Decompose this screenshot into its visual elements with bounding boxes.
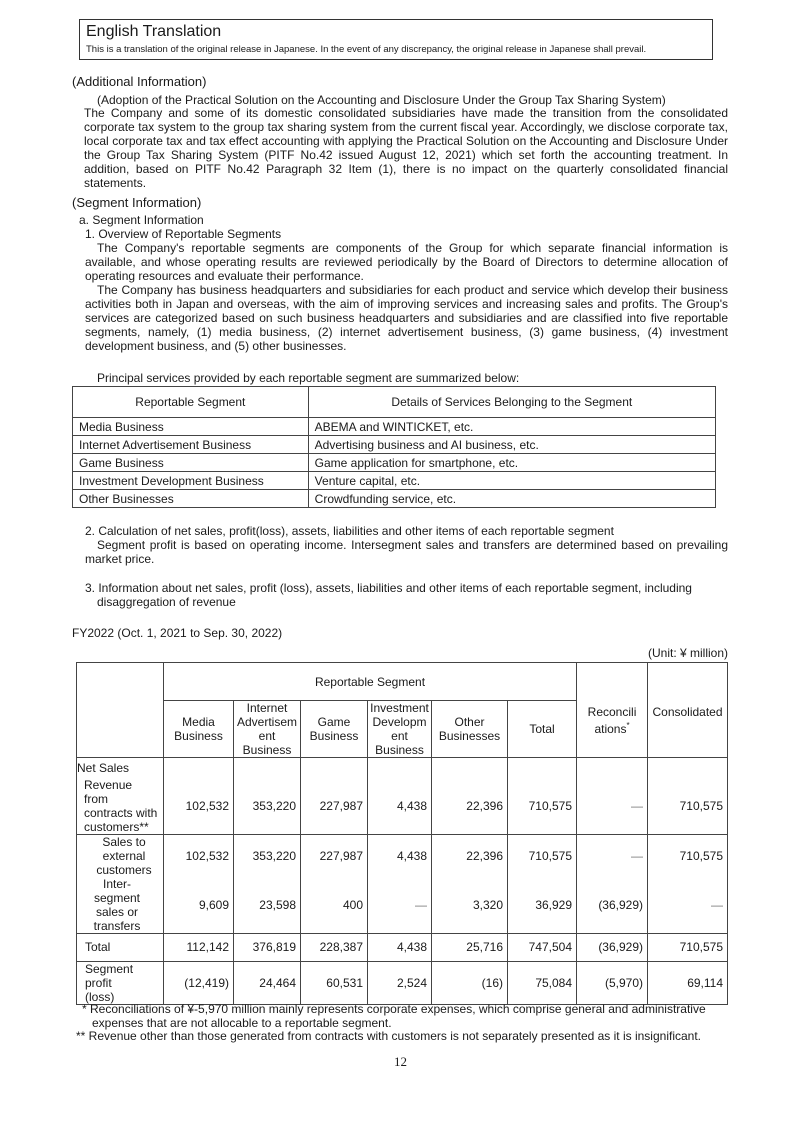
translation-banner [79, 19, 713, 60]
fiscal-period: FY2022 (Oct. 1, 2021 to Sep. 30, 2022) [72, 626, 283, 640]
segment-subheading-a: a. Segment Information [79, 213, 204, 227]
table-row [73, 490, 716, 508]
segment-subheading-3-cont: disaggregation of revenue [97, 595, 236, 609]
profit-invest: 2,524 [368, 961, 432, 1004]
table-row [77, 834, 728, 877]
total-recon: (36,929) [577, 933, 648, 961]
reconciliations-mark: * [626, 721, 630, 730]
inter-consol: — [648, 877, 728, 934]
service-segment: Media Business [73, 418, 309, 436]
footnote-reconciliation-cont: expenses that are not allocable to a reportable segment. [92, 1016, 392, 1030]
service-segment: Other Businesses [73, 490, 309, 508]
total-internet: 376,819 [234, 933, 301, 961]
segment-paragraph-2: The Company has business headquarters and subsidiaries for each product and service which develop their business activities both in Japan and overseas, with the aim of improving services and increasing sales and profits. The Group's services are categorized based on such business headquarters and subsidiaries and are classified into five reportable segments, namely, (1) media business, (2) internet advertisement business, (3) game business, (4) investment development business, and (5) other businesses. [85, 283, 728, 353]
total-media: 112,142 [164, 933, 234, 961]
segment-info-heading: (Segment Information) [72, 195, 202, 210]
external-consol: 710,575 [648, 834, 728, 877]
total-other: 25,716 [432, 933, 508, 961]
service-details: Game application for smartphone, etc. [308, 454, 715, 472]
inter-recon: (36,929) [577, 877, 648, 934]
inter-media: 9,609 [164, 877, 234, 934]
segment-profit-label: Segment profit (loss) [77, 961, 164, 1004]
external-internet: 353,220 [234, 834, 301, 877]
game-business-header: Game Business [301, 701, 368, 758]
segment-subheading-1: 1. Overview of Reportable Segments [85, 227, 282, 241]
footnote-reconciliation: * Reconciliations of ¥-5,970 million mainly represents corporate expenses, which comprise general and administrative [82, 1002, 706, 1016]
additional-info-subheading: (Adoption of the Practical Solution on the Accounting and Disclosure Under the Group Tax Sharing System) [97, 93, 666, 107]
unit-label: (Unit: ¥ million) [647, 646, 728, 660]
table-row [77, 933, 728, 961]
table-row [77, 778, 728, 835]
service-details: Venture capital, etc. [308, 472, 715, 490]
services-table [72, 386, 716, 508]
service-segment: Investment Development Business [73, 472, 309, 490]
banner-title: English Translation [86, 23, 222, 40]
reconciliations-label: Reconcili ations [587, 705, 637, 736]
external-sales-label: Sales to external customers [77, 834, 164, 877]
profit-other: (16) [432, 961, 508, 1004]
services-header-details: Details of Services Belonging to the Segment [308, 387, 715, 418]
revenue-internet: 353,220 [234, 778, 301, 835]
profit-game: 60,531 [301, 961, 368, 1004]
inter-total: 36,929 [508, 877, 577, 934]
profit-internet: 24,464 [234, 961, 301, 1004]
profit-consol: 69,114 [648, 961, 728, 1004]
external-game: 227,987 [301, 834, 368, 877]
internet-ad-header: Internet Advertisem ent Business [234, 701, 301, 758]
service-details: Advertising business and AI business, etc. [308, 436, 715, 454]
total-total: 747,504 [508, 933, 577, 961]
external-invest: 4,438 [368, 834, 432, 877]
table-row [73, 418, 716, 436]
segment-paragraph-2-body: Segment profit is based on operating income. Intersegment sales and transfers are determined based on prevailing market price. [85, 538, 728, 566]
total-game: 228,387 [301, 933, 368, 961]
footnote-revenue: ** Revenue other than those generated from contracts with customers is not separately presented as it is insignificant. [76, 1029, 701, 1043]
segment-subheading-2: 2. Calculation of net sales, profit(loss), assets, liabilities and other items of each reportable segment [85, 524, 614, 538]
consolidated-header: Consolidated [648, 663, 728, 758]
revenue-total: 710,575 [508, 778, 577, 835]
services-header-row [73, 387, 716, 418]
inter-invest: — [368, 877, 432, 934]
profit-recon: (5,970) [577, 961, 648, 1004]
principal-services-intro: Principal services provided by each reportable segment are summarized below: [97, 371, 520, 385]
net-sales-label: Net Sales [77, 760, 130, 775]
segment-financials-table [76, 662, 728, 1005]
net-sales-row [77, 758, 728, 778]
table-row [77, 877, 728, 934]
total-label: Total [77, 933, 164, 961]
revenue-media: 102,532 [164, 778, 234, 835]
revenue-invest: 4,438 [368, 778, 432, 835]
table-row [77, 961, 728, 1004]
external-media: 102,532 [164, 834, 234, 877]
segment-paragraph-1: The Company's reportable segments are components of the Group for which separate financial information is available, and whose operating results are reviewed periodically by the Board of Directors to determine allocation of operating resources and evaluate their performance. [85, 241, 728, 283]
inter-other: 3,320 [432, 877, 508, 934]
table-row [73, 472, 716, 490]
additional-info-body: The Company and some of its domestic consolidated subsidiaries have made the transition from the consolidated corporate tax system to the group tax sharing system from the current fiscal year. Accordingly, we disclose corporate tax, local corporate tax and tax effect accounting with applying the Practical Solution on the Accounting and Disclosure Under the Group Tax Sharing System (PITF No.42 issued August 12, 2021) which set forth the accounting treatment. In addition, based on PITF No.42 Paragraph 32 Item (1), there is no impact on the quarterly consolidated financial statements. [84, 106, 728, 190]
total-invest: 4,438 [368, 933, 432, 961]
media-business-header: Media Business [164, 701, 234, 758]
inter-game: 400 [301, 877, 368, 934]
total-consol: 710,575 [648, 933, 728, 961]
banner-note: This is a translation of the original release in Japanese. In the event of any discrepancy, the original release in Japanese shall prevail. [86, 44, 647, 55]
intersegment-label: Inter- segment sales or transfers [93, 876, 141, 933]
header-corner [77, 663, 164, 758]
revenue-consol: 710,575 [648, 778, 728, 835]
page-number: 12 [394, 1054, 407, 1069]
services-header-segment: Reportable Segment [73, 387, 309, 418]
service-segment: Game Business [73, 454, 309, 472]
service-segment: Internet Advertisement Business [73, 436, 309, 454]
inter-internet: 23,598 [234, 877, 301, 934]
total-header: Total [508, 701, 577, 758]
revenue-game: 227,987 [301, 778, 368, 835]
additional-info-heading: (Additional Information) [72, 74, 207, 89]
service-details: Crowdfunding service, etc. [308, 490, 715, 508]
profit-media: (12,419) [164, 961, 234, 1004]
header-row [77, 663, 728, 701]
table-row [73, 436, 716, 454]
other-businesses-header: Other Businesses [432, 701, 508, 758]
revenue-recon: — [577, 778, 648, 835]
reportable-segment-header: Reportable Segment [164, 663, 577, 701]
investment-dev-header: Investment Developm ent Business [368, 701, 432, 758]
external-recon: — [577, 834, 648, 877]
profit-total: 75,084 [508, 961, 577, 1004]
table-row [73, 454, 716, 472]
external-total: 710,575 [508, 834, 577, 877]
segment-subheading-3: 3. Information about net sales, profit (loss), assets, liabilities and other items of each reportable segment, including [85, 581, 692, 595]
revenue-other: 22,396 [432, 778, 508, 835]
revenue-label: Revenue from contracts with customers** [84, 777, 158, 834]
reconciliations-header [577, 663, 648, 758]
external-other: 22,396 [432, 834, 508, 877]
service-details: ABEMA and WINTICKET, etc. [308, 418, 715, 436]
